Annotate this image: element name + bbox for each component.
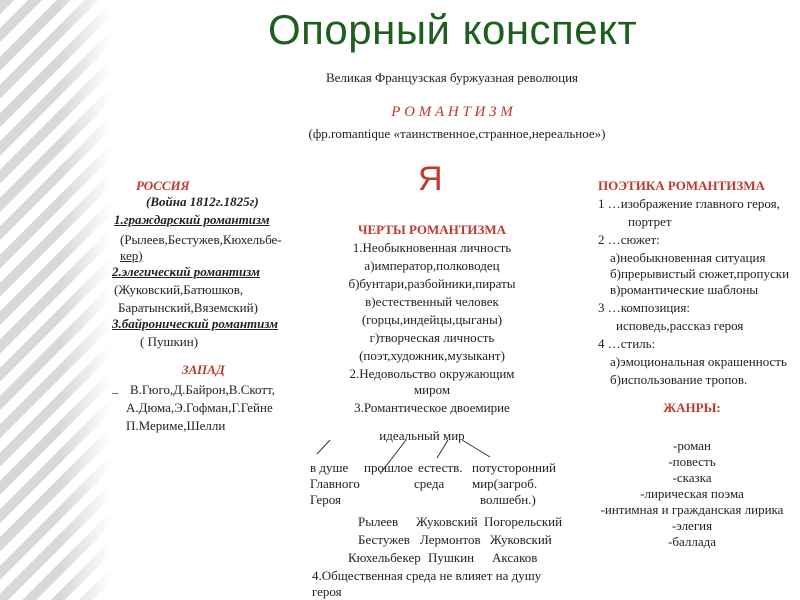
poetics-line-1: 1 …изображение главного героя, <box>598 196 780 211</box>
genres-heading: ЖАНРЫ: <box>663 400 721 415</box>
genre-6: -элегия <box>671 518 713 533</box>
poetics-line-7: 3 …композиция: <box>598 300 690 315</box>
poetics-line-3: 2 …сюжет: <box>598 232 660 247</box>
poetics-line-8: исповедь,рассказ героя <box>616 318 744 333</box>
genre-2: -повесть <box>668 454 716 469</box>
worlds-row1-a: в душе <box>310 460 349 475</box>
russia-heading: РОССИЯ <box>136 178 190 193</box>
poetics-line-2: портрет <box>628 214 672 229</box>
feature-line-1: 1.Необыкновенная личность <box>352 240 512 255</box>
worlds-row3-b: волшебн.) <box>480 492 536 507</box>
poetics-line-5: б)прерывистый сюжет,пропуски <box>610 266 790 281</box>
worlds-row3-a: Героя <box>310 492 342 507</box>
authors-row3-a: Кюхельбекер <box>348 550 421 565</box>
stripe-fade <box>60 0 112 600</box>
worlds-row1-c: естеств. <box>418 460 463 475</box>
west-line-3: П.Мериме,Шелли <box>126 418 226 433</box>
russia-item-3-title: 3.байронический романтизм <box>112 316 279 331</box>
point-4-cont: героя <box>312 584 342 599</box>
poetics-line-4: а)необыкновенная ситуация <box>610 250 766 265</box>
authors-row3-c: Аксаков <box>492 550 538 565</box>
poetics-line-11: б)использование тропов. <box>610 372 748 387</box>
feature-line-9: миром <box>413 382 451 397</box>
genre-7: -баллада <box>668 534 716 549</box>
russia-item-3-line-1: ( Пушкин) <box>140 334 199 349</box>
genre-5: -интимная и гражданская лирика <box>600 502 784 517</box>
point-4: 4.Общественная среда не влияет на душу <box>312 568 542 583</box>
feature-line-5: (горцы,индейцы,цыганы) <box>361 312 503 327</box>
authors-row1-c: Погорельский <box>484 514 563 529</box>
authors-row1-b: Жуковский <box>416 514 478 529</box>
ideal-world: идеальный мир <box>379 428 465 443</box>
poetics-heading: ПОЭТИКА РОМАНТИЗМА <box>598 178 765 193</box>
genre-4: -лирическая поэма <box>640 486 744 501</box>
russia-item-1-line-2: кер) <box>120 248 143 263</box>
worlds-row1-b: прошлое <box>364 460 413 475</box>
russia-item-2-title: 2.элегический романтизм <box>112 264 260 279</box>
genre-1: -роман <box>673 438 711 453</box>
slide-title: Опорный конспект <box>268 6 638 53</box>
west-line-2: А.Дюма,Э.Гофман,Г.Гейне <box>126 400 273 415</box>
west-line-1: В.Гюго,Д.Байрон,В.Скотт, <box>130 382 275 397</box>
feature-line-3: б)бунтари,разбойники,пираты <box>348 276 516 291</box>
russia-item-2-line-1: (Жуковский,Батюшков, <box>114 282 244 297</box>
etymology: (фр.romantique «таинственное,странное,нереальное») <box>308 126 606 141</box>
romanticism-heading: Р О М А Н Т И З М <box>391 104 513 120</box>
scanned-document <box>112 62 800 600</box>
russia-item-2-line-2: Баратынский,Вяземский) <box>118 300 258 315</box>
worlds-row1-d: потусторонний <box>472 460 556 475</box>
feature-line-4: в)естественный человек <box>365 294 499 309</box>
worlds-row2-a: Главного <box>310 476 360 491</box>
genre-3: -сказка <box>672 470 712 485</box>
russia-war: (Война 1812г.1825г) <box>146 194 259 209</box>
authors-row3-b: Пушкин <box>428 550 475 565</box>
revolution-heading: Великая Французская буржуазная революция <box>325 70 578 85</box>
authors-row2-b: Лермонтов <box>420 532 481 547</box>
ya-letter: Я <box>418 160 443 198</box>
west-dash: _ <box>112 380 119 395</box>
poetics-line-6: в)романтические шаблоны <box>610 282 759 297</box>
russia-item-1-title: 1.граждарский романтизм <box>114 212 270 227</box>
worlds-row2-c: мир(загроб. <box>472 476 538 491</box>
feature-line-6: г)творческая личность <box>369 330 495 345</box>
authors-row2-c: Жуковский <box>490 532 552 547</box>
poetics-line-9: 4 …стиль: <box>598 336 656 351</box>
worlds-row2-b: среда <box>414 476 445 491</box>
russia-item-1-line-1: (Рылеев,Бестужев,Кюхельбе- <box>120 232 282 247</box>
poetics-line-10: а)эмоциональная окрашенность <box>610 354 787 369</box>
authors-row2-a: Бестужев <box>358 532 410 547</box>
authors-row1-a: Рылеев <box>358 514 399 529</box>
feature-line-7: (поэт,художник,музыкант) <box>359 348 505 363</box>
feature-line-8: 2.Недовольство окружающим <box>349 366 515 381</box>
feature-line-2: а)император,полководец <box>364 258 500 273</box>
west-heading: ЗАПАД <box>182 362 225 377</box>
feature-line-10: 3.Романтическое двоемирие <box>354 400 510 415</box>
features-heading: ЧЕРТЫ РОМАНТИЗМА <box>357 222 507 237</box>
